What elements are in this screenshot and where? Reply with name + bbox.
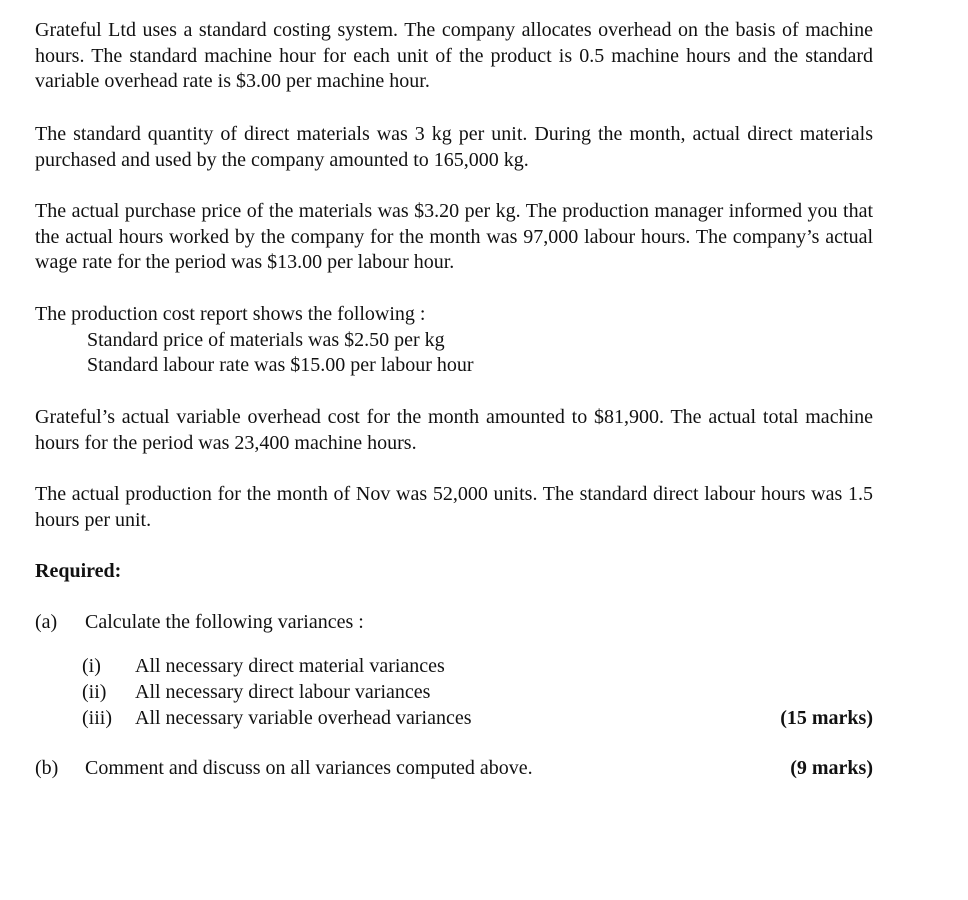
production-paragraph: The actual production for the month of Nov was 52,000 units. The standard direct labour hours was 1.5 hours per unit. bbox=[35, 483, 873, 531]
list-item-number: (i) bbox=[82, 655, 101, 677]
question-a-text: Calculate the following variances : bbox=[85, 611, 364, 633]
list-item bbox=[82, 679, 873, 705]
variance-list bbox=[82, 653, 873, 731]
list-item bbox=[82, 653, 873, 679]
overhead-cost-paragraph: Grateful’s actual variable overhead cost for the month amounted to $81,900. The actual total machine hours for the period was 23,400 machine hours. bbox=[35, 406, 873, 454]
question-a-marks: (15 marks) bbox=[780, 707, 873, 729]
cost-report-block bbox=[35, 302, 474, 379]
list-item-number: (iii) bbox=[82, 707, 112, 729]
list-item-number: (ii) bbox=[82, 681, 107, 703]
question-a-label: (a) bbox=[35, 611, 58, 633]
standard-labour-rate-line: Standard labour rate was $15.00 per labour hour bbox=[87, 354, 474, 376]
list-item-text: All necessary variable overhead variances bbox=[135, 707, 472, 729]
cost-report-intro: The production cost report shows the following : bbox=[35, 303, 426, 325]
list-item-text: All necessary direct labour variances bbox=[135, 681, 431, 703]
price-labour-paragraph: The actual purchase price of the materials was $3.20 per kg. The production manager informed you that the actual hours worked by the company for the month was 97,000 labour hours. The company’s actual wage rate for the period was $13.00 per labour hour. bbox=[35, 200, 873, 273]
list-item bbox=[82, 705, 873, 731]
question-b-text: Comment and discuss on all variances computed above. bbox=[85, 757, 533, 779]
materials-paragraph: The standard quantity of direct materials was 3 kg per unit. During the month, actual direct materials purchased and used by the company amounted to 165,000 kg. bbox=[35, 123, 873, 171]
list-item-text: All necessary direct material variances bbox=[135, 655, 445, 677]
question-b-marks: (9 marks) bbox=[790, 757, 873, 779]
required-heading: Required: bbox=[35, 560, 122, 582]
overhead-paragraph: Grateful Ltd uses a standard costing system. The company allocates overhead on the basis of machine hours. The standard machine hour for each unit of the product is 0.5 machine hours and the standard variable overhead rate is $3.00 per machine hour. bbox=[35, 19, 873, 92]
question-b-label: (b) bbox=[35, 757, 59, 779]
standard-price-line: Standard price of materials was $2.50 per kg bbox=[87, 328, 445, 351]
